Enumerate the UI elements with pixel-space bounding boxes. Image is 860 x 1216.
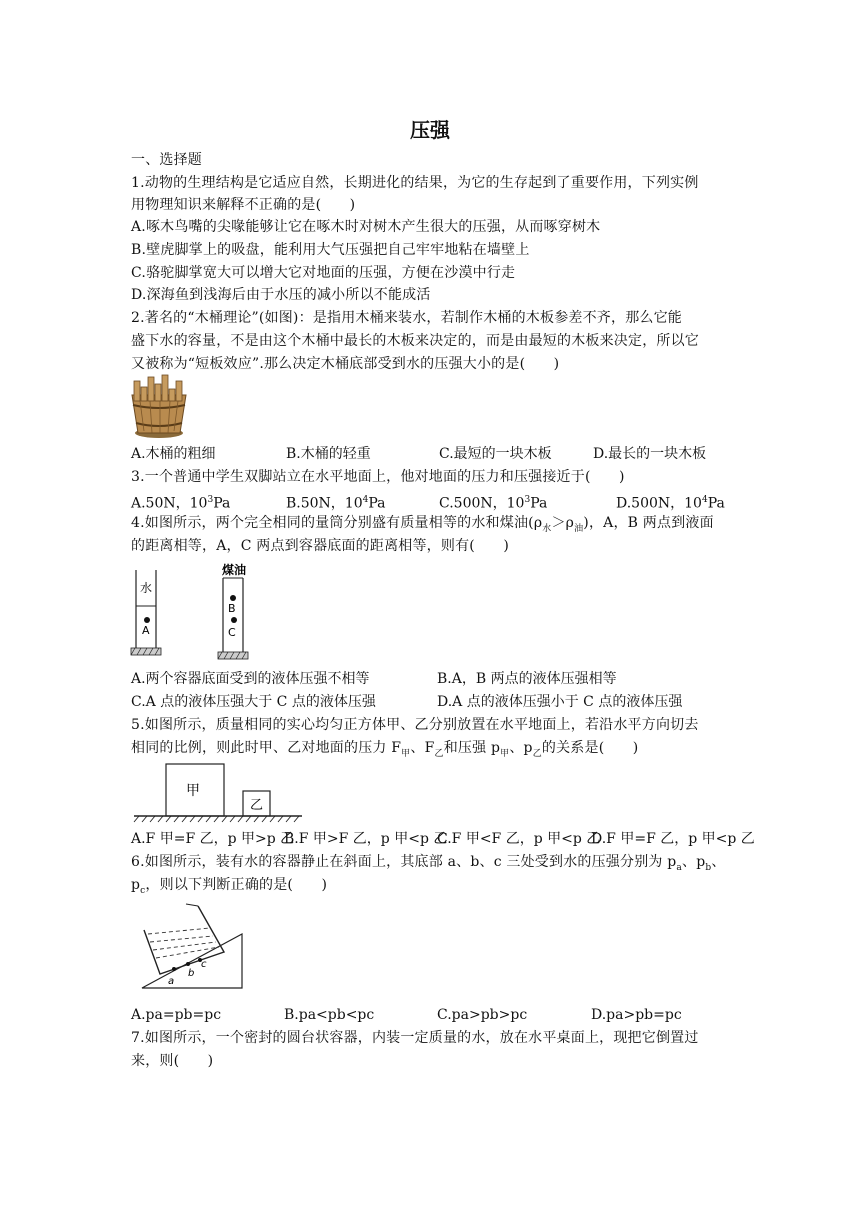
q2-stem-line3: 又被称为“短板效应”.那么决定木桶底部受到水的压强大小的是( ) [131, 356, 560, 372]
label-point-c: C [228, 626, 236, 639]
q2-option-c: C.最短的一块木板 [439, 446, 552, 462]
q2-option-b: B.木桶的轻重 [286, 446, 371, 462]
q3-option-b: B.50N，$10^4Pa$ [286, 495, 386, 512]
q5-cubes-figure [128, 760, 308, 824]
q6-stem-line2: $p_c$，则以下判断正确的是( ) [131, 877, 328, 896]
q5-option-c: C.F 甲<F 乙，p 甲<p 乙 [437, 831, 601, 847]
q5-option-a: A.F 甲=F 乙，p 甲>p 乙 [131, 831, 295, 847]
label-cube-jia: 甲 [186, 783, 200, 799]
q3-option-c: C.500N，$10^3Pa$ [439, 495, 548, 512]
q2-option-a: A.木桶的粗细 [131, 446, 216, 462]
q6-option-b: B.pa<pb<pc [284, 1007, 375, 1023]
q4-option-a: A.两个容器底面受到的液体压强不相等 [131, 671, 370, 687]
q5-option-b: B.F 甲>F 乙，p 甲<p 乙 [284, 831, 448, 847]
q7-stem-line1: 7.如图所示，一个密封的圆台状容器，内装一定质量的水，放在水平桌面上，现把它倒置过 [131, 1030, 699, 1046]
q5-option-d: D.F 甲=F 乙，p 甲<p 乙 [591, 831, 755, 847]
label-cube-yi: 乙 [250, 798, 264, 813]
q4-stem-line2: 的距离相等，A，C 两点到容器底面的距离相等，则有( ) [131, 538, 509, 554]
wooden-bucket-figure [128, 375, 190, 439]
q3-stem: 3.一个普通中学生双脚站立在水平地面上，他对地面的压力和压强接近于( ) [131, 469, 625, 485]
q4-stem-line1: 4.如图所示，两个完全相同的量筒分别盛有质量相等的水和煤油$(\rho_水>\rho_油)$，A，B 两点到液面 [131, 515, 714, 534]
q6-option-c: C.pa>pb>pc [437, 1007, 528, 1023]
page-title: 压强 [410, 118, 450, 142]
label-point-b: B [228, 602, 236, 615]
q6-incline-figure [138, 902, 248, 994]
label-water: 水 [140, 581, 153, 595]
q4-option-b: B.A，B 两点的液体压强相等 [437, 671, 617, 687]
q5-stem-line1: 5.如图所示，质量相同的实心均匀正方体甲、乙分别放置在水平地面上，若沿水平方向切去 [131, 717, 699, 733]
q7-stem-line2: 来，则( ) [131, 1053, 214, 1069]
q4-cylinders-figure [128, 560, 268, 660]
q2-stem-line1: 2.著名的“木桶理论”(如图)：是指用木桶来装水，若制作木桶的木板参差不齐，那么它能 [131, 310, 682, 326]
label-point-a: A [142, 624, 150, 637]
q6-option-d: D.pa>pb=pc [591, 1007, 682, 1023]
q1-option-b: B.壁虎脚掌上的吸盘，能利用大气压强把自己牢牢地粘在墙壁上 [131, 242, 530, 258]
q6-option-a: A.pa=pb=pc [131, 1007, 222, 1023]
q1-stem-line2: 用物理知识来解释不正确的是( ) [131, 197, 356, 213]
label-kerosene: 煤油 [222, 563, 247, 577]
label-point-c: c [201, 959, 207, 970]
label-point-b: b [188, 968, 195, 979]
q1-option-a: A.啄木鸟嘴的尖喙能够让它在啄木时对树木产生很大的压强，从而啄穿树木 [131, 219, 601, 235]
q5-stem-line2: 相同的比例，则此时甲、乙对地面的压力 $F_甲$、$F_乙$和压强 $p_甲$、$p_乙$的关系是( ) [131, 740, 639, 759]
section-heading: 一、选择题 [131, 152, 202, 168]
q1-option-d: D.深海鱼到浅海后由于水压的减小所以不能成活 [131, 287, 431, 303]
q4-option-d: D.A 点的液体压强小于 C 点的液体压强 [437, 694, 683, 710]
q3-option-d: D.500N，$10^4Pa$ [616, 495, 725, 512]
q3-option-a: A.50N，$10^3Pa$ [131, 495, 231, 512]
q2-stem-line2: 盛下水的容量，不是由这个木桶中最长的木板来决定的，而是由最短的木板来决定，所以它 [131, 333, 699, 349]
q4-option-c: C.A 点的液体压强大于 C 点的液体压强 [131, 694, 376, 710]
q1-option-c: C.骆驼脚掌宽大可以增大它对地面的压强，方便在沙漠中行走 [131, 265, 516, 281]
q2-option-d: D.最长的一块木板 [593, 446, 707, 462]
q1-stem-line1: 1.动物的生理结构是它适应自然，长期进化的结果，为它的生存起到了重要作用，下列实例 [131, 175, 699, 191]
label-point-a: a [168, 976, 175, 987]
q6-stem-line1: 6.如图所示，装有水的容器静止在斜面上，其底部 a、b、c 三处受到水的压强分别为 $p_a$、$p_b$、 [131, 854, 726, 873]
